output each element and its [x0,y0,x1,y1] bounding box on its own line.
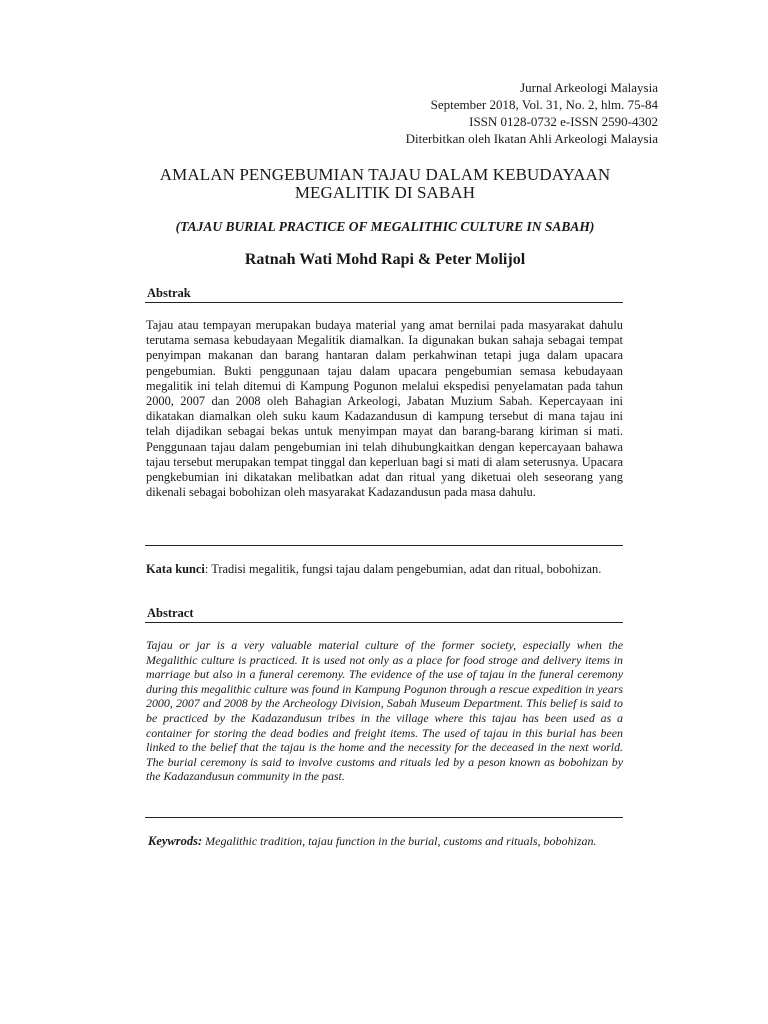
keywords-label: Keywrods: [148,834,203,848]
journal-name: Jurnal Arkeologi Malaysia [520,80,658,95]
keywords [148,834,625,849]
abstrak-bottom-rule [145,545,623,546]
paper-title-line1: AMALAN PENGEBUMIAN TAJAU DALAM KEBUDAYAAN [159,165,611,184]
abstract-heading: Abstract [147,606,194,620]
kata-kunci [146,562,623,577]
journal-issue: September 2018, Vol. 31, No. 2, hlm. 75-84 [430,97,658,112]
journal-header [406,79,658,147]
paper-subtitle: (TAJAU BURIAL PRACTICE OF MEGALITHIC CULTURE IN SABAH) [175,219,595,234]
paper-title [140,166,630,202]
abstrak-body: Tajau atau tempayan merupakan budaya material yang amat bernilai pada masyarakat dahulu terutama semasa kebudayaan Megalitik diamalkan. Ia digunakan bukan sahaja sebagai tempat penyimpan makanan dan barang hantaran dalam perkahwinan tetapi juga dalam upacara pengebumian. Bukti penggunaan tajau dalam upacara pengebumian semasa kebudayaan megalitik ini telah ditemui di Kampung Pogunon melalui ekspedisi penyelamatan pada tahun 2000, 2007 dan 2008 oleh Bahagian Arkeologi, Jabatan Muzium Sabah. Kepercayaan ini dikatakan diamalkan oleh suku kaum Kadazandusun di kampung tersebut di mana tajau ini telah dijadikan sebagai bekas untuk menyimpan mayat dan barang-barang kiriman si mati. Penggunaan tajau dalam pengebumian ini telah dihubungkaitkan dengan kepercayaan bahawa tajau tersebut merupakan tempat tinggal dan keperluan bagi si mati di alam seterusnya. Upacara pengkebumian ini dikatakan melibatkan adat dan ritual yang diketuai oleh seseorang yang dikenali sebagai bobohizan oleh masyarakat Kadazandusun pada masa dahulu. [146,318,623,500]
journal-publisher: Diterbitkan oleh Ikatan Ahli Arkeologi Malaysia [405,131,658,146]
paper-authors: Ratnah Wati Mohd Rapi & Peter Molijol [244,251,526,268]
abstract-top-rule [145,622,623,623]
kata-kunci-label: Kata kunci [146,562,205,576]
abstrak-top-rule [145,302,623,303]
keywords-text: Megalithic tradition, tajau function in the burial, customs and rituals, bobohizan. [202,834,597,848]
journal-issn: ISSN 0128-0732 e-ISSN 2590-4302 [469,114,658,129]
abstract-body: Tajau or jar is a very valuable material culture of the former society, especially when the Megalithic culture is practiced. It is used not only as a place for food stroge and delivery items in marriage but also in a funeral ceremony. The evidence of the use of tajau in the funeral ceremony during this megalithic culture was found in Kampung Pogunon through a rescue expedition in years 2000, 2007 and 2008 by the Archeology Division, Sabah Museum Department. This belief is said to be practiced by the Kadazandusun tribes in the village where this tajau has been used as a container for storing the dead bodies and freight items. The used of tajau in this burial has been linked to the belief that the tajau is the home and the necessity for the deceased in the next world. The burial ceremony is said to involve customs and rituals led by a peson known as bobohizan by the Kadazandusun community in the past. [146,638,623,784]
abstrak-heading: Abstrak [147,286,191,300]
paper-title-line2: MEGALITIK DI SABAH [294,183,476,202]
abstract-bottom-rule [145,817,623,818]
kata-kunci-text: : Tradisi megalitik, fungsi tajau dalam pengebumian, adat dan ritual, bobohizan. [204,562,602,576]
